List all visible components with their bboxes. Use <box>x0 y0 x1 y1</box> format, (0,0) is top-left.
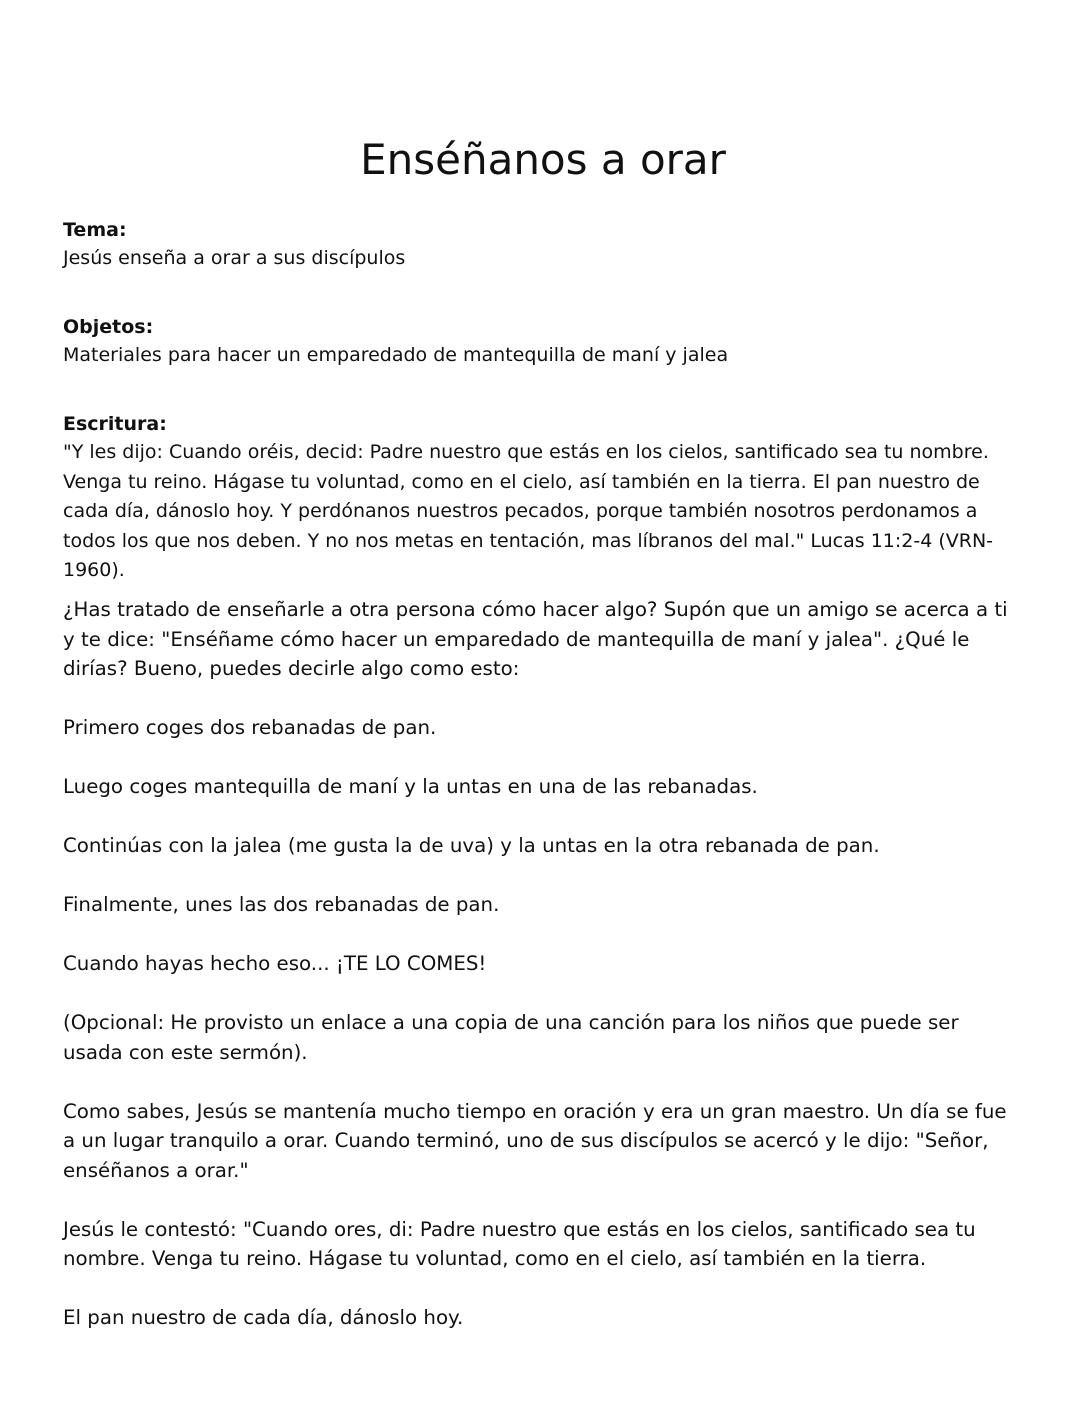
paragraph: Luego coges mantequilla de maní y la untas en una de las rebanadas. <box>63 775 758 798</box>
section-text-tema: Jesús enseña a orar a sus discípulos <box>63 247 406 269</box>
paragraph: Jesús le contestó: "Cuando ores, di: Padre nuestro que estás en los cielos, santificado sea tu nombre. Venga tu reino. Hágase tu voluntad, como en el cielo, así también en la tierra. <box>63 1217 976 1270</box>
paragraph: Continúas con la jalea (me gusta la de uva) y la untas en la otra rebanada de pan. <box>63 834 880 857</box>
section-escritura <box>63 410 1023 586</box>
page-title: Enséñanos a orar <box>360 135 726 184</box>
section-objetos <box>63 313 1023 371</box>
section-label-objetos: Objetos: <box>63 316 154 338</box>
paragraph: El pan nuestro de cada día, dánoslo hoy. <box>63 1306 464 1329</box>
paragraph: Finalmente, unes las dos rebanadas de pan. <box>63 893 500 916</box>
paragraph: (Opcional: He provisto un enlace a una copia de una canción para los niños que puede ser usada con este sermón). <box>63 1011 959 1064</box>
section-text-objetos: Materiales para hacer un emparedado de mantequilla de maní y jalea <box>63 344 729 366</box>
section-tema <box>63 216 1023 274</box>
paragraph: ¿Has tratado de enseñarle a otra persona cómo hacer algo? Supón que un amigo se acerca a ti y te dice: "Enséñame cómo hacer un emparedado de mantequilla de maní y jalea". ¿Qué le dirías? Bueno, puedes decirle algo como esto: <box>63 598 1008 680</box>
paragraph: Primero coges dos rebanadas de pan. <box>63 716 437 739</box>
section-label-tema: Tema: <box>63 219 127 241</box>
section-text-escritura: "Y les dijo: Cuando oréis, decid: Padre nuestro que estás en los cielos, santificado sea tu nombre. Venga tu reino. Hágase tu voluntad, como en el cielo, así también en la tierra. El pan nuestro de cada día, dánoslo hoy. Y perdónanos nuestros pecados, porque también nosotros perdonamos a todos los que nos deben. Y no nos metas en tentación, mas líbranos del mal." Lucas 11:2-4 (VRN-1960). <box>63 441 994 581</box>
paragraph: Cuando hayas hecho eso... ¡TE LO COMES! <box>63 952 487 975</box>
paragraph: Como sabes, Jesús se mantenía mucho tiempo en oración y era un gran maestro. Un día se fue a un lugar tranquilo a orar. Cuando terminó, uno de sus discípulos se acercó y le dijo: "Señor, enséñanos a orar." <box>63 1099 1007 1182</box>
body-text <box>63 595 1023 1362</box>
section-label-escritura: Escritura: <box>63 413 167 435</box>
